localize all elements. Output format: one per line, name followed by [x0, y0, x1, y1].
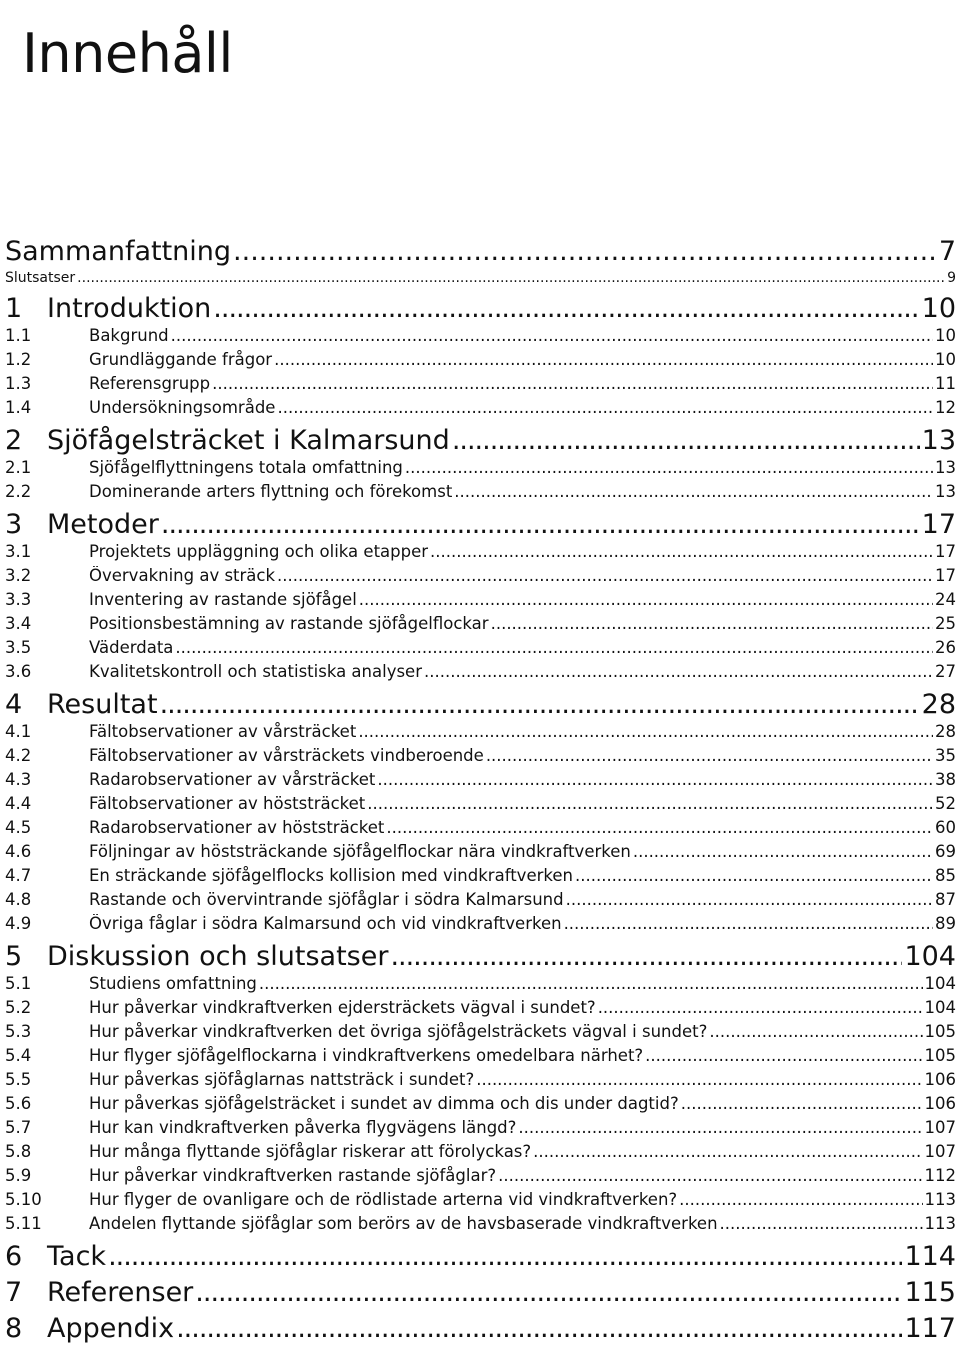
toc-dot-leader [233, 236, 937, 267]
toc-entry-number: 4.2 [5, 746, 32, 765]
toc-entry-number: 1.2 [5, 350, 32, 369]
toc-entry-page: 107 [924, 1118, 956, 1137]
toc-entry-number: 5.9 [5, 1166, 32, 1185]
toc-entry-page: 25 [935, 614, 956, 633]
toc-entry-page: 105 [924, 1022, 956, 1041]
toc-entry-number: 7 [5, 1276, 23, 1308]
toc-entry-page: 10 [935, 326, 956, 345]
toc-entry-number: 4.6 [5, 842, 32, 861]
toc-entry[interactable] [5, 270, 956, 290]
toc-entry-page: 10 [921, 292, 956, 324]
toc-entry-label: Slutsatser [5, 270, 76, 286]
toc-entry-label: Hur flyger de ovanligare och de rödlistade arterna vid vindkraftverken? [89, 1190, 678, 1209]
toc-entry-label: Referensgrupp [89, 374, 211, 393]
toc-entry-page: 60 [935, 818, 956, 837]
toc-entry-number: 3.2 [5, 566, 32, 585]
toc-entry-label: Hur påverkas sjöfåglarnas nattsträck i sundet? [89, 1070, 475, 1089]
toc-dot-leader [358, 722, 933, 741]
toc-dot-leader [452, 425, 920, 456]
toc-entry-number: 5.6 [5, 1094, 32, 1113]
toc-entry-page: 112 [924, 1166, 956, 1185]
toc-dot-leader [277, 566, 933, 585]
toc-entry[interactable] [5, 398, 956, 422]
toc-entry-label: Introduktion [47, 292, 212, 324]
toc-dot-leader [277, 398, 933, 417]
toc-entry-page: 113 [924, 1190, 956, 1209]
toc-entry[interactable] [5, 542, 956, 566]
toc-dot-leader [176, 1313, 902, 1344]
toc-entry-label: Följningar av höststräckande sjöfågelflockar nära vindkraftverken [89, 842, 631, 861]
toc-entry-page: 10 [935, 350, 956, 369]
toc-dot-leader [359, 590, 933, 609]
toc-dot-leader [171, 326, 933, 345]
toc-dot-leader [274, 350, 933, 369]
toc-dot-leader [575, 866, 933, 885]
toc-dot-leader [564, 914, 933, 933]
toc-entry-number: 4 [5, 688, 23, 720]
toc-entry[interactable] [5, 1094, 956, 1118]
toc-entry-label: Bakgrund [89, 326, 169, 345]
toc-entry-label: Radarobservationer av vårsträcket [89, 770, 376, 789]
toc-entry[interactable] [5, 1238, 956, 1274]
toc-entry-page: 35 [935, 746, 956, 765]
toc-entry-number: 4.9 [5, 914, 32, 933]
toc-entry-label: Sjöfågelsträcket i Kalmarsund [47, 424, 450, 456]
toc-entry-label: Övervakning av sträck [89, 566, 276, 585]
toc-entry-label: En sträckande sjöfågelflocks kollision med vindkraftverken [89, 866, 573, 885]
toc-dot-leader [518, 1118, 922, 1137]
toc-dot-leader [108, 1241, 902, 1272]
toc-entry-label: Fältobservationer av vårsträckets vindberoende [89, 746, 484, 765]
toc-dot-leader [424, 662, 933, 681]
toc-entry-page: 104 [924, 998, 956, 1017]
toc-entry-label: Positionsbestämning av rastande sjöfågelflockar [89, 614, 489, 633]
toc-entry-label: Referenser [47, 1276, 194, 1308]
toc-entry[interactable] [5, 794, 956, 818]
toc-dot-leader [386, 818, 933, 837]
toc-entry-number: 5.4 [5, 1046, 32, 1065]
toc-dot-leader [454, 482, 933, 501]
toc-entry[interactable] [5, 590, 956, 614]
toc-dot-leader [213, 293, 919, 324]
toc-dot-leader [161, 509, 920, 540]
toc-dot-leader [633, 842, 933, 861]
toc-entry-page: 69 [935, 842, 956, 861]
toc-entry-page: 13 [935, 482, 956, 501]
toc-entry-number: 2.1 [5, 458, 32, 477]
toc-entry-number: 1 [5, 292, 23, 324]
toc-entry-label: Studiens omfattning [89, 974, 257, 993]
toc-entry[interactable] [5, 1310, 956, 1346]
toc-entry-number: 3.3 [5, 590, 32, 609]
toc-entry-page: 7 [938, 236, 956, 267]
toc-entry-page: 117 [904, 1312, 956, 1344]
toc-entry[interactable] [5, 914, 956, 938]
toc-entry-number: 5.8 [5, 1142, 32, 1161]
toc-entry-label: Väderdata [89, 638, 174, 657]
toc-entry[interactable] [5, 1190, 956, 1214]
toc-entry-number: 3.6 [5, 662, 32, 681]
toc-dot-leader [377, 770, 933, 789]
toc-entry-label: Projektets uppläggning och olika etapper [89, 542, 429, 561]
toc-entry-page: 106 [924, 1094, 956, 1113]
toc-entry[interactable] [5, 842, 956, 866]
toc-entry[interactable] [5, 686, 956, 722]
toc-dot-leader [491, 614, 933, 633]
toc-entry-label: Hur flyger sjöfågelflockarna i vindkraftverkens omedelbara närhet? [89, 1046, 644, 1065]
toc-dot-leader [533, 1142, 922, 1161]
toc-entry-number: 5.10 [5, 1190, 42, 1209]
toc-entry-page: 27 [935, 662, 956, 681]
toc-entry-label: Radarobservationer av höststräcket [89, 818, 385, 837]
toc-entry-number: 3.1 [5, 542, 32, 561]
toc-entry[interactable] [5, 974, 956, 998]
toc-entry-label: Sjöfågelflyttningens totala omfattning [89, 458, 403, 477]
toc-entry-page: 85 [935, 866, 956, 885]
toc-entry-number: 2.2 [5, 482, 32, 501]
toc-entry-page: 12 [935, 398, 956, 417]
toc-entry-number: 4.8 [5, 890, 32, 909]
toc-dot-leader [720, 1214, 923, 1233]
toc-entry-page: 89 [935, 914, 956, 933]
toc-entry-label: Metoder [47, 508, 159, 540]
toc-entry-number: 1.3 [5, 374, 32, 393]
toc-entry-label: Sammanfattning [5, 236, 232, 267]
toc-dot-leader [679, 1190, 922, 1209]
toc-entry-number: 6 [5, 1240, 23, 1272]
toc-entry-label: Grundläggande frågor [89, 350, 273, 369]
toc-entry-number: 5.5 [5, 1070, 32, 1089]
toc-entry-page: 11 [935, 374, 956, 393]
toc-entry-number: 1.1 [5, 326, 32, 345]
toc-entry-number: 3 [5, 508, 23, 540]
toc-entry-page: 115 [904, 1276, 956, 1308]
toc-entry-page: 113 [924, 1214, 956, 1233]
toc-entry-label: Hur påverkas sjöfågelsträcket i sundet av dimma och dis under dagtid? [89, 1094, 679, 1113]
toc-dot-leader [598, 998, 923, 1017]
toc-entry[interactable] [5, 614, 956, 638]
toc-dot-leader [709, 1022, 922, 1041]
toc-entry-number: 5.3 [5, 1022, 32, 1041]
toc-dot-leader [405, 458, 933, 477]
toc-entry-page: 38 [935, 770, 956, 789]
toc-entry-number: 5.11 [5, 1214, 42, 1233]
toc-entry[interactable] [5, 1022, 956, 1046]
table-of-contents [5, 236, 956, 1346]
toc-entry[interactable] [5, 506, 956, 542]
toc-entry[interactable] [5, 326, 956, 350]
page-title: Innehåll [22, 22, 233, 85]
toc-entry-number: 2 [5, 424, 23, 456]
toc-entry[interactable] [5, 1274, 956, 1310]
toc-entry-page: 28 [921, 688, 956, 720]
toc-entry[interactable] [5, 290, 956, 326]
toc-entry-number: 3.4 [5, 614, 32, 633]
toc-entry-number: 8 [5, 1312, 23, 1344]
toc-entry[interactable] [5, 422, 956, 458]
toc-entry[interactable] [5, 350, 956, 374]
toc-entry-page: 87 [935, 890, 956, 909]
toc-entry[interactable] [5, 998, 956, 1022]
toc-entry[interactable] [5, 866, 956, 890]
toc-entry-number: 4.3 [5, 770, 32, 789]
toc-dot-leader [390, 941, 902, 972]
toc-entry-page: 17 [935, 542, 956, 561]
toc-entry-label: Rastande och övervintrande sjöfåglar i södra Kalmarsund [89, 890, 564, 909]
toc-entry-number: 4.1 [5, 722, 32, 741]
toc-entry-page: 104 [904, 940, 956, 972]
toc-entry-number: 5 [5, 940, 23, 972]
toc-entry-number: 5.1 [5, 974, 32, 993]
toc-dot-leader [195, 1277, 902, 1308]
toc-entry-number: 3.5 [5, 638, 32, 657]
toc-entry-label: Hur påverkar vindkraftverken det övriga sjöfågelsträckets vägval i sundet? [89, 1022, 708, 1041]
toc-dot-leader [566, 890, 933, 909]
toc-dot-leader [476, 1070, 922, 1089]
toc-entry-page: 17 [921, 508, 956, 540]
toc-entry-label: Diskussion och slutsatser [47, 940, 389, 972]
toc-entry[interactable] [5, 1118, 956, 1142]
toc-entry-page: 105 [924, 1046, 956, 1065]
toc-entry[interactable] [5, 1046, 956, 1070]
toc-dot-leader [430, 542, 933, 561]
toc-entry[interactable] [5, 1214, 956, 1238]
toc-entry-number: 5.2 [5, 998, 32, 1017]
toc-entry-page: 106 [924, 1070, 956, 1089]
toc-entry-page: 24 [935, 590, 956, 609]
toc-entry-page: 104 [924, 974, 956, 993]
toc-entry-label: Hur påverkar vindkraftverken ejdersträckets vägval i sundet? [89, 998, 596, 1017]
toc-entry-label: Hur kan vindkraftverken påverka flygvägens längd? [89, 1118, 517, 1137]
toc-entry[interactable] [5, 458, 956, 482]
toc-dot-leader [160, 689, 920, 720]
toc-entry-label: Andelen flyttande sjöfåglar som berörs av de havsbaserade vindkraftverken [89, 1214, 718, 1233]
toc-entry-number: 1.4 [5, 398, 32, 417]
toc-entry[interactable] [5, 746, 956, 770]
toc-entry[interactable] [5, 482, 956, 506]
toc-dot-leader [367, 794, 933, 813]
toc-dot-leader [259, 974, 923, 993]
toc-entry-number: 5.7 [5, 1118, 32, 1137]
toc-dot-leader [175, 638, 933, 657]
toc-entry[interactable] [5, 236, 956, 270]
toc-entry[interactable] [5, 566, 956, 590]
toc-entry-page: 107 [924, 1142, 956, 1161]
toc-entry-label: Tack [47, 1240, 107, 1272]
toc-entry-page: 26 [935, 638, 956, 657]
toc-entry-label: Övriga fåglar i södra Kalmarsund och vid vindkraftverken [89, 914, 562, 933]
toc-entry-page: 9 [947, 270, 956, 286]
toc-entry-label: Resultat [47, 688, 158, 720]
toc-dot-leader [77, 270, 945, 286]
toc-entry-page: 13 [921, 424, 956, 456]
toc-entry[interactable] [5, 662, 956, 686]
toc-entry-label: Inventering av rastande sjöfågel [89, 590, 357, 609]
toc-entry-label: Appendix [47, 1312, 175, 1344]
toc-entry-page: 52 [935, 794, 956, 813]
toc-entry-page: 13 [935, 458, 956, 477]
toc-entry-label: Fältobservationer av vårsträcket [89, 722, 357, 741]
toc-entry-number: 4.4 [5, 794, 32, 813]
toc-entry[interactable] [5, 938, 956, 974]
toc-entry-label: Dominerande arters flyttning och förekomst [89, 482, 453, 501]
toc-dot-leader [486, 746, 933, 765]
toc-entry-number: 4.5 [5, 818, 32, 837]
toc-entry[interactable] [5, 638, 956, 662]
toc-entry[interactable] [5, 818, 956, 842]
toc-dot-leader [498, 1166, 922, 1185]
toc-entry-page: 114 [904, 1240, 956, 1272]
toc-entry[interactable] [5, 890, 956, 914]
toc-dot-leader [212, 374, 933, 393]
toc-entry-label: Fältobservationer av höststräcket [89, 794, 366, 813]
toc-entry[interactable] [5, 1070, 956, 1094]
toc-dot-leader [681, 1094, 923, 1113]
toc-entry[interactable] [5, 1166, 956, 1190]
toc-entry[interactable] [5, 770, 956, 794]
toc-entry-number: 4.7 [5, 866, 32, 885]
toc-dot-leader [645, 1046, 922, 1065]
toc-entry-label: Kvalitetskontroll och statistiska analyser [89, 662, 422, 681]
toc-entry-page: 17 [935, 566, 956, 585]
toc-entry-label: Hur påverkar vindkraftverken rastande sjöfåglar? [89, 1166, 497, 1185]
toc-entry[interactable] [5, 722, 956, 746]
toc-entry-label: Hur många flyttande sjöfåglar riskerar att förolyckas? [89, 1142, 532, 1161]
toc-entry-page: 28 [935, 722, 956, 741]
toc-entry[interactable] [5, 374, 956, 398]
toc-entry[interactable] [5, 1142, 956, 1166]
toc-entry-label: Undersökningsområde [89, 398, 276, 417]
